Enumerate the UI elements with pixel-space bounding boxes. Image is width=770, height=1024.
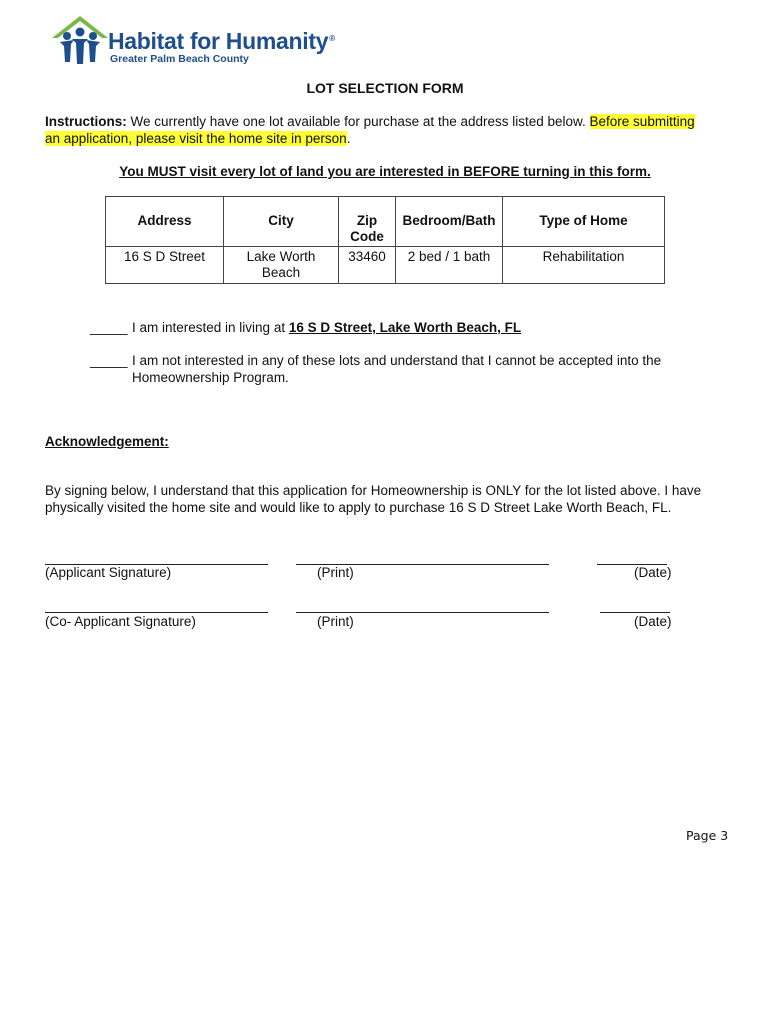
page-number: Page 3: [686, 828, 729, 843]
header-city: City: [224, 197, 339, 247]
logo-subtitle: Greater Palm Beach County: [110, 53, 249, 65]
option-not-interested: [90, 353, 662, 386]
lots-table: [105, 196, 665, 284]
co-applicant-signature-line[interactable]: [45, 612, 268, 613]
interested-blank[interactable]: _____: [90, 320, 128, 335]
option-interested: [90, 320, 692, 337]
form-title: LOT SELECTION FORM: [306, 80, 464, 96]
table-header-row: [106, 197, 665, 247]
table-row: [106, 247, 665, 284]
cell-zip: 33460: [339, 247, 396, 284]
header-bedbath: Bedroom/Bath: [396, 197, 503, 247]
co-applicant-print-line[interactable]: [296, 612, 549, 613]
instructions-label: Instructions:: [45, 114, 127, 129]
co-applicant-signature-label: (Co- Applicant Signature): [45, 614, 196, 629]
instructions: [45, 114, 725, 147]
header-address: Address: [106, 197, 224, 247]
cell-city: Lake Worth Beach: [224, 247, 339, 284]
applicant-date-label: (Date): [634, 565, 672, 580]
header-home-type: Type of Home: [503, 197, 665, 247]
house-people-icon: [50, 14, 110, 68]
instructions-highlight-1: Before submitting: [589, 114, 695, 129]
co-applicant-date-label: (Date): [634, 614, 672, 629]
co-applicant-date-line[interactable]: [600, 612, 670, 613]
acknowledgement-heading: Acknowledgement:: [45, 434, 169, 449]
header-zip: Zip Code: [339, 197, 396, 247]
co-applicant-print-label: (Print): [317, 614, 354, 629]
acknowledgement-statement: By signing below, I understand that this application for Homeownership is ONLY for the lot listed above. I have physically visited the home site and would like to apply to purchase 16 S D Street Lake Worth Beach, FL.: [45, 483, 702, 515]
not-interested-blank[interactable]: _____: [90, 353, 128, 368]
interested-text: I am interested in living at: [132, 320, 289, 335]
logo-wordmark: Habitat for Humanity®: [108, 28, 335, 54]
interested-address: 16 S D Street, Lake Worth Beach, FL: [288, 320, 522, 335]
applicant-print-label: (Print): [317, 565, 354, 580]
cell-home-type: Rehabilitation: [503, 247, 665, 284]
instructions-end: .: [346, 130, 351, 146]
instructions-text: We currently have one lot available for purchase at the address listed below.: [126, 114, 590, 129]
cell-address: 16 S D Street: [106, 247, 224, 284]
instructions-highlight-2: an application, please visit the home site in person: [45, 130, 347, 146]
not-interested-text: I am not interested in any of these lots and understand that I cannot be accepted into the Homeownership Program.: [132, 353, 662, 385]
applicant-signature-label: (Applicant Signature): [45, 565, 172, 580]
cell-bedbath: 2 bed / 1 bath: [396, 247, 503, 284]
must-visit-notice: You MUST visit every lot of land you are interested in BEFORE turning in this form.: [119, 164, 651, 179]
